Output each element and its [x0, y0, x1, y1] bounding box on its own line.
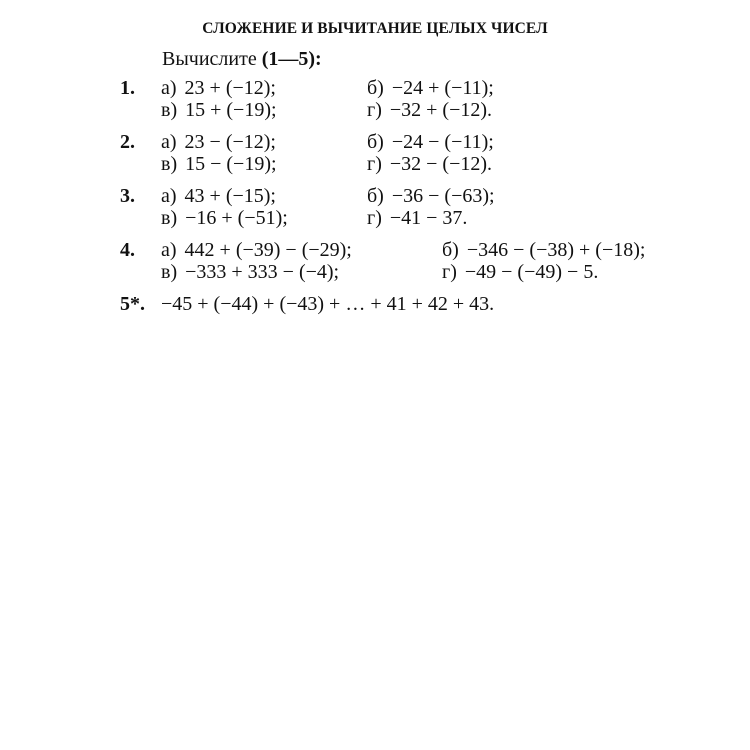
problem-item	[161, 131, 276, 154]
item-label: а)	[161, 239, 177, 261]
item-expression: −346 − (−38) + (−18);	[466, 239, 646, 261]
item-expression: −32 − (−12).	[389, 153, 493, 175]
problem-item	[367, 77, 494, 100]
item-expression: 15 + (−19);	[185, 99, 277, 121]
instruction-text: Вычислите	[162, 48, 257, 70]
problem-item	[367, 131, 494, 154]
item-label: б)	[367, 131, 384, 153]
item-label: в)	[161, 207, 178, 229]
problem-item	[367, 207, 467, 230]
item-label: в)	[161, 261, 178, 283]
item-expression: 442 + (−39) − (−29);	[184, 239, 352, 261]
item-label: в)	[161, 99, 178, 121]
item-expression: −36 − (−63);	[391, 185, 495, 207]
item-label: г)	[367, 153, 382, 175]
item-label: б)	[367, 185, 384, 207]
item-label: б)	[367, 77, 384, 99]
instruction	[162, 48, 322, 71]
item-label: г)	[367, 207, 382, 229]
problem-item	[161, 261, 339, 284]
problem-number: 3.	[120, 185, 135, 207]
page-title: СЛОЖЕНИЕ И ВЫЧИТАНИЕ ЦЕЛЫХ ЧИСЕЛ	[202, 20, 548, 37]
problem-expression: −45 + (−44) + (−43) + … + 41 + 42 + 43.	[161, 293, 495, 315]
instruction-range: (1—5):	[261, 48, 322, 70]
item-expression: 15 − (−19);	[185, 153, 277, 175]
problem-number: 2.	[120, 131, 135, 153]
problem-item	[161, 153, 277, 176]
item-expression: −24 + (−11);	[391, 77, 494, 99]
item-expression: 23 − (−12);	[184, 131, 276, 153]
item-expression: 23 + (−12);	[184, 77, 276, 99]
item-expression: −333 + 333 − (−4);	[185, 261, 340, 283]
problem-item	[161, 207, 288, 230]
item-label: в)	[161, 153, 178, 175]
problem-item	[161, 77, 276, 100]
item-expression: −16 + (−51);	[185, 207, 288, 229]
item-label: а)	[161, 77, 177, 99]
item-expression: −49 − (−49) − 5.	[464, 261, 599, 283]
item-label: а)	[161, 185, 177, 207]
problem-item	[442, 239, 645, 262]
item-expression: −24 − (−11);	[391, 131, 494, 153]
problem-item	[161, 185, 276, 208]
problem-number: 5*.	[120, 293, 145, 315]
problem-number: 1.	[120, 77, 135, 99]
item-expression: 43 + (−15);	[184, 185, 276, 207]
item-expression: −41 − 37.	[389, 207, 468, 229]
item-label: г)	[442, 261, 457, 283]
item-label: б)	[442, 239, 459, 261]
problem-item	[367, 185, 495, 208]
problem-item	[161, 99, 277, 122]
item-label: а)	[161, 131, 177, 153]
item-expression: −32 + (−12).	[389, 99, 493, 121]
item-label: г)	[367, 99, 382, 121]
problem-item	[442, 261, 598, 284]
problem-item	[161, 239, 352, 262]
problem-item	[367, 99, 492, 122]
problem-number: 4.	[120, 239, 135, 261]
problem-item	[367, 153, 492, 176]
